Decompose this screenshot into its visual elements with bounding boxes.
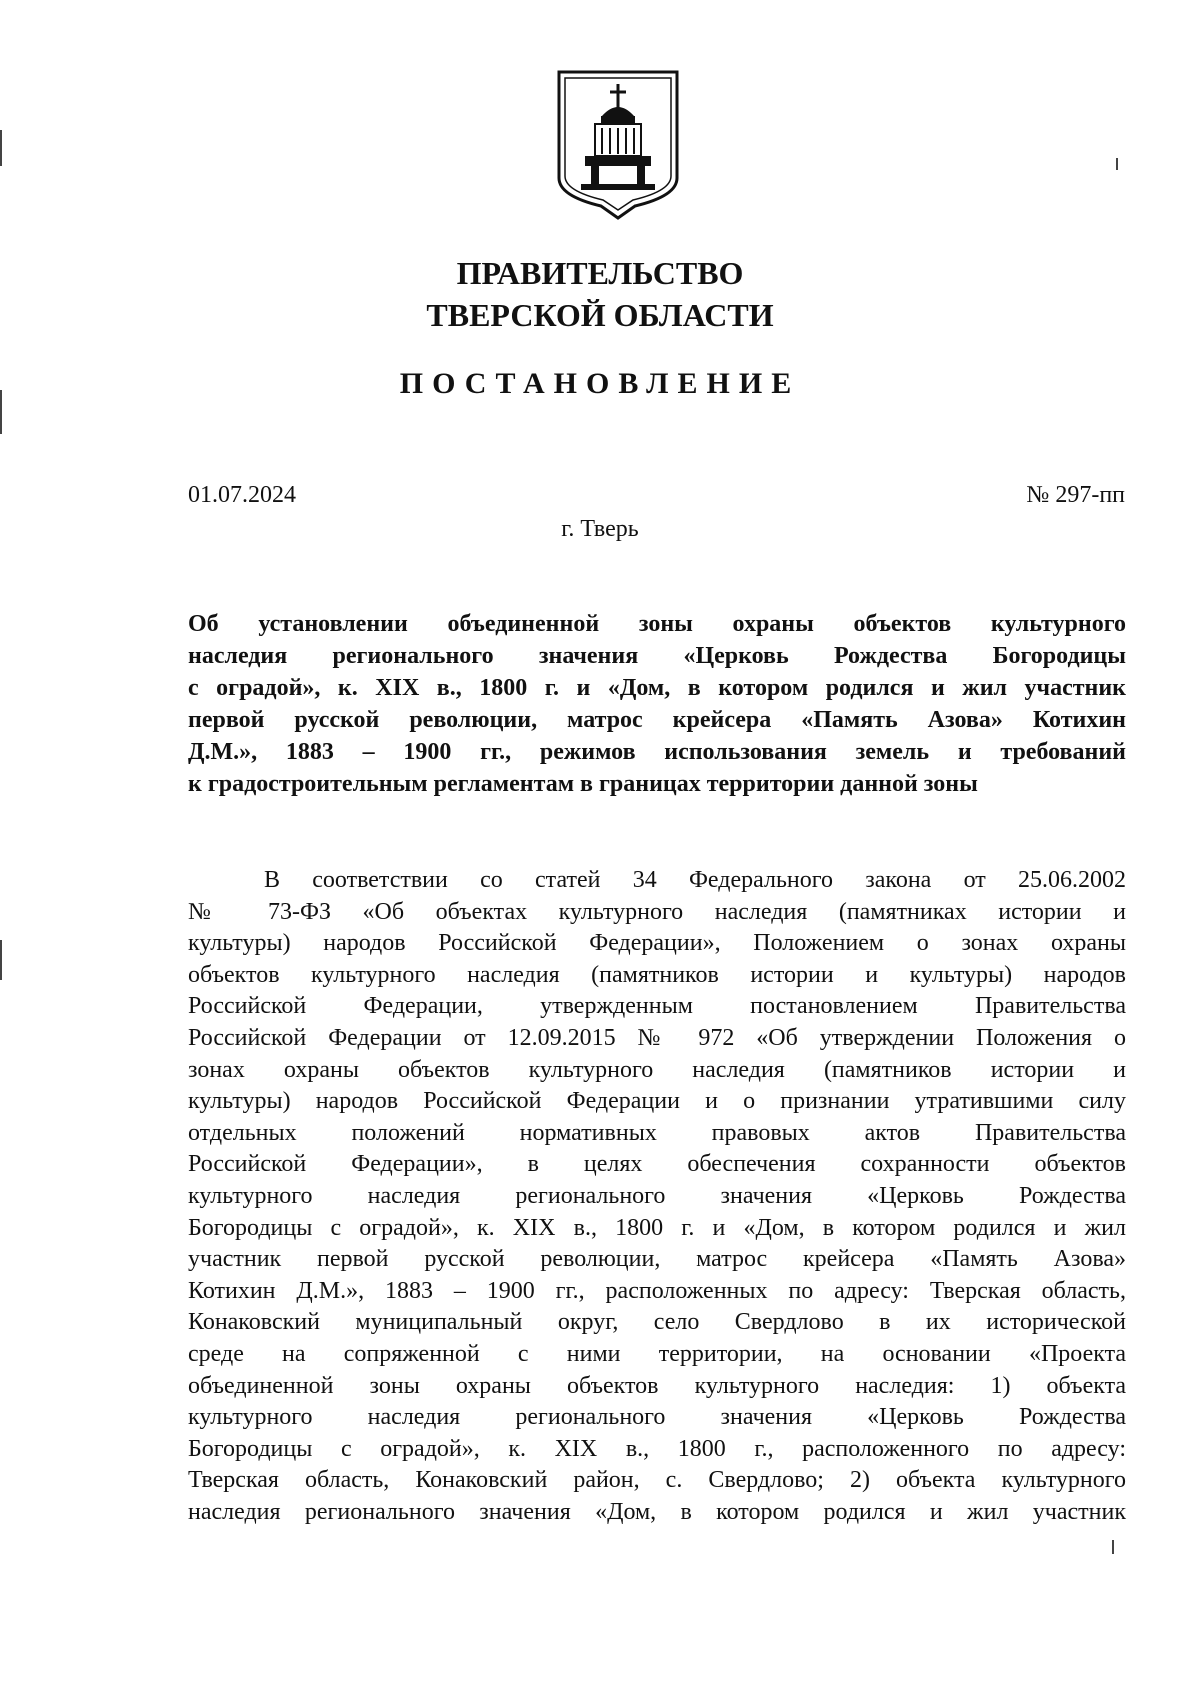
body-line: В соответствии со статей 34 Федерального закона от 25.06.2002 [264, 867, 1126, 893]
body-line: отдельных положений нормативных правовых актов Правительства [188, 1119, 1126, 1146]
body-line: № 73-ФЗ «Об объектах культурного наследия (памятниках истории и [188, 898, 1126, 925]
body-line: участник первой русской революции, матрос крейсера «Память Азова» [188, 1246, 1126, 1273]
document-city: г. Тверь [561, 516, 639, 542]
body-line: культуры) народов Российской Федерации и о признании утратившими силу [188, 1088, 1126, 1115]
body-line: среде на сопряженной с ними территории, на основании «Проекта [188, 1340, 1126, 1367]
document-number: № 297-пп [1026, 482, 1125, 508]
scan-edge-mark [1112, 1540, 1114, 1554]
body-line: Котихин Д.М.», 1883 – 1900 гг., расположенных по адресу: Тверская область, [188, 1277, 1126, 1304]
subject-line: Д.М.», 1883 – 1900 гг., режимов использования земель и требований [188, 739, 1126, 765]
coat-of-arms-emblem [555, 68, 681, 220]
body-line: наследия регионального значения «Дом, в котором родился и жил участник [188, 1498, 1126, 1525]
document-type-heading: ПОСТАНОВЛЕНИЕ [399, 367, 801, 400]
body-line: зонах охраны объектов культурного наследия (памятников истории и [188, 1056, 1126, 1083]
subject-line: наследия регионального значения «Церковь Рождества Богородицы [188, 643, 1126, 669]
body-line: Российской Федерации», в целях обеспечения сохранности объектов [188, 1151, 1126, 1178]
document-subject [188, 608, 1126, 800]
body-line: культурного наследия регионального значения «Церковь Рождества [188, 1182, 1126, 1209]
body-line: Российской Федерации от 12.09.2015 № 972 «Об утверждении Положения о [188, 1024, 1126, 1051]
body-line: культурного наследия регионального значения «Церковь Рождества [188, 1404, 1126, 1431]
subject-line: первой русской революции, матрос крейсера «Память Азова» Котихин [188, 707, 1126, 733]
scan-edge-mark [1116, 158, 1118, 170]
body-line: Богородицы с оградой», к. XIX в., 1800 г., расположенного по адресу: [188, 1435, 1126, 1462]
subject-line: Об установлении объединенной зоны охраны объектов культурного [188, 611, 1126, 637]
body-line: объединенной зоны охраны объектов культурного наследия: 1) объекта [188, 1372, 1126, 1399]
body-line: Богородицы с оградой», к. XIX в., 1800 г. и «Дом, в котором родился и жил [188, 1214, 1126, 1241]
scan-edge-mark [0, 130, 2, 166]
subject-line: к градостроительным регламентам в границах территории данной зоны [188, 771, 978, 797]
document-body [188, 865, 1126, 1528]
subject-line: с оградой», к. XIX в., 1800 г. и «Дом, в котором родился и жил участник [188, 675, 1126, 701]
government-title-line1: ПРАВИТЕЛЬСТВО [456, 255, 744, 291]
body-line: объектов культурного наследия (памятников истории и культуры) народов [188, 961, 1126, 988]
scan-edge-mark [0, 940, 2, 980]
body-line: Российской Федерации, утвержденным постановлением Правительства [188, 993, 1126, 1020]
government-title-line2: ТВЕРСКОЙ ОБЛАСТИ [426, 297, 774, 333]
body-line: Тверская область, Конаковский район, с. Свердлово; 2) объекта культурного [188, 1467, 1126, 1494]
scan-edge-mark [0, 390, 2, 434]
body-line: Конаковский муниципальный округ, село Свердлово в их исторической [188, 1309, 1126, 1336]
body-line: культуры) народов Российской Федерации», Положением о зонах охраны [188, 930, 1126, 957]
document-date: 01.07.2024 [188, 482, 296, 508]
